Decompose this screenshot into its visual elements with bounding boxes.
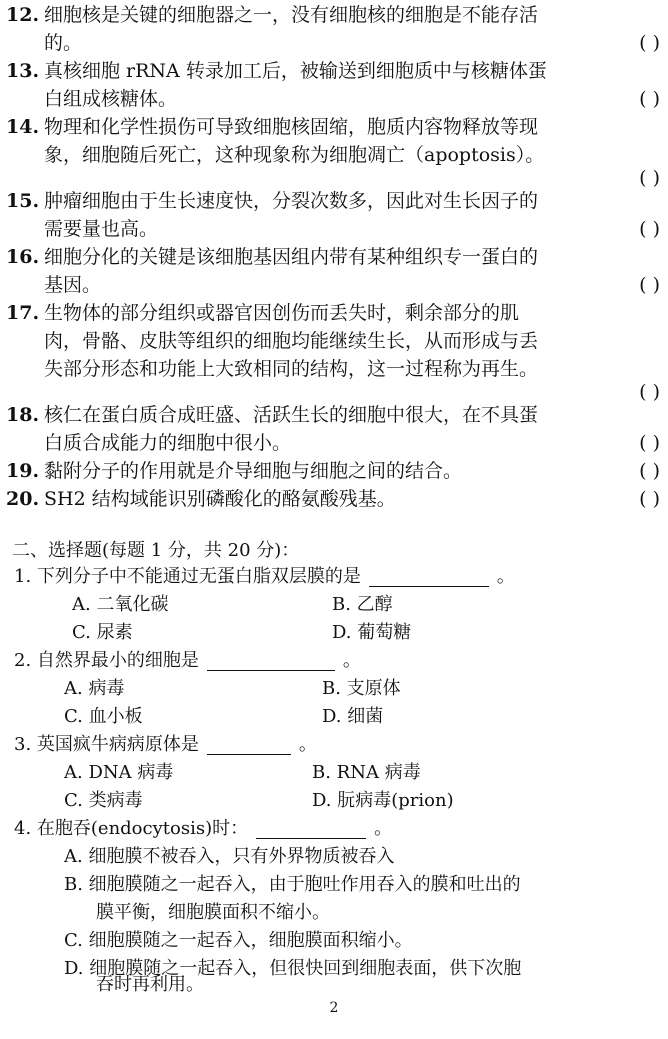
question-stem: 1. 下列分子中不能通过无蛋白脂双层膜的是 xyxy=(14,566,361,587)
option-b[interactable]: B. 支原体 xyxy=(322,678,401,699)
question-stem: 3. 英国疯牛病病原体是 xyxy=(14,734,199,755)
answer-paren[interactable]: ( ) xyxy=(639,88,660,110)
answer-blank[interactable] xyxy=(207,652,335,671)
page-number: 2 xyxy=(329,1000,339,1016)
option-c[interactable]: C. 血小板 xyxy=(64,706,143,727)
option-b-continued: 膜平衡，细胞膜面积不缩小。 xyxy=(96,902,330,923)
answer-paren[interactable]: ( ) xyxy=(639,488,660,510)
question-stem: 4. 在胞吞(endocytosis)时： xyxy=(14,818,249,839)
option-d[interactable]: D. 细菌 xyxy=(322,706,384,727)
option-d[interactable]: D. 朊病毒(prion) xyxy=(312,790,454,811)
answer-blank[interactable] xyxy=(256,820,366,839)
option-d-continued: 吞时再利用。 xyxy=(96,974,204,995)
option-c[interactable]: C. 细胞膜随之一起吞入，细胞膜面积缩小。 xyxy=(64,930,413,951)
section-heading: 二、选择题(每题 1 分，共 20 分)： xyxy=(12,540,300,561)
answer-paren[interactable]: ( ) xyxy=(639,32,660,54)
answer-paren[interactable]: ( ) xyxy=(639,274,660,296)
option-a[interactable]: A. DNA 病毒 xyxy=(64,762,174,783)
option-d[interactable]: D. 葡萄糖 xyxy=(332,622,412,643)
answer-blank[interactable] xyxy=(369,568,489,587)
option-c[interactable]: C. 类病毒 xyxy=(64,790,143,811)
answer-paren[interactable]: ( ) xyxy=(639,381,660,403)
option-a[interactable]: A. 细胞膜不被吞入，只有外界物质被吞入 xyxy=(64,846,395,867)
answer-paren[interactable]: ( ) xyxy=(639,432,660,454)
answer-paren[interactable]: ( ) xyxy=(639,167,660,189)
option-d[interactable]: D. 细胞膜随之一起吞入，但很快回到细胞表面，供下次胞 xyxy=(64,958,522,979)
option-c[interactable]: C. 尿素 xyxy=(72,622,133,643)
option-b[interactable]: B. 细胞膜随之一起吞入，由于胞吐作用吞入的膜和吐出的 xyxy=(64,874,521,895)
option-a[interactable]: A. 病毒 xyxy=(64,678,125,699)
option-b[interactable]: B. 乙醇 xyxy=(332,594,393,615)
answer-paren[interactable]: ( ) xyxy=(639,460,660,482)
answer-paren[interactable]: ( ) xyxy=(639,218,660,240)
option-b[interactable]: B. RNA 病毒 xyxy=(312,762,421,783)
question-stem: 2. 自然界最小的细胞是 xyxy=(14,650,199,671)
option-a[interactable]: A. 二氧化碳 xyxy=(72,594,169,615)
answer-blank[interactable] xyxy=(207,736,291,755)
